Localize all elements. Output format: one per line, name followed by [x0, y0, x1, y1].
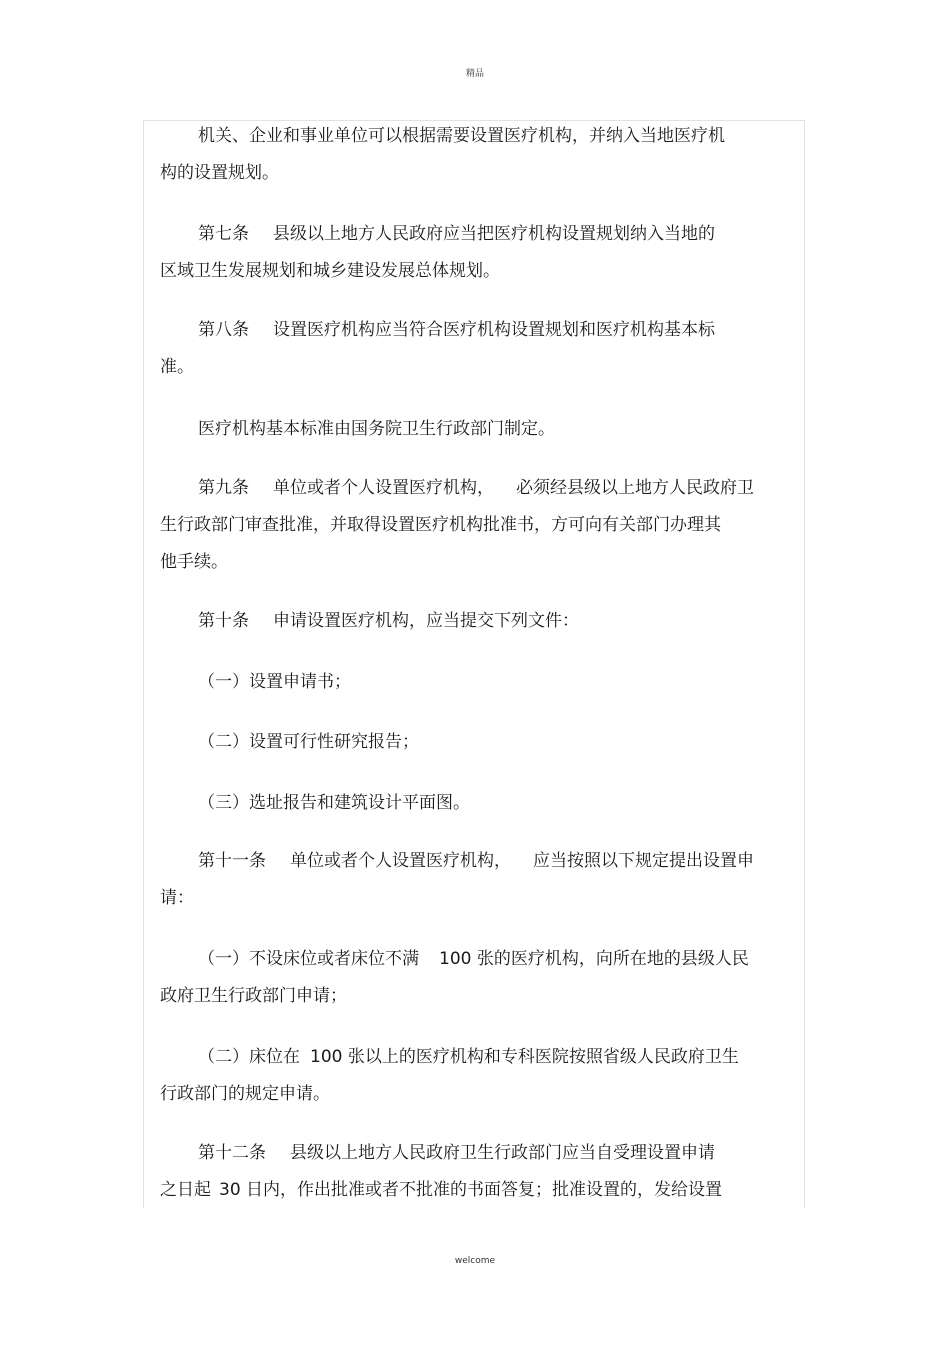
list-item [160, 785, 780, 822]
paragraph-article-12 [160, 1135, 780, 1209]
text-line: 他手续。 [160, 552, 228, 572]
paragraph-article-7 [160, 216, 780, 290]
article-number: 第十二条 [198, 1143, 266, 1163]
text-line: 政府卫生行政部门申请； [160, 986, 347, 1006]
list-item [160, 941, 780, 1015]
article-number: 第七条 [198, 224, 249, 244]
text-line: 100 张以上的医疗机构和专科医院按照省级人民政府卫生 [310, 1047, 739, 1067]
paragraph [160, 411, 780, 448]
text-line: （二）设置可行性研究报告； [198, 732, 419, 752]
page-header: 精品 [465, 69, 484, 79]
article-number: 第九条 [198, 478, 249, 498]
text-line: 之日起 [160, 1180, 211, 1200]
text-line: 医疗机构基本标准由国务院卫生行政部门制定。 [198, 419, 555, 439]
text-line: 设置医疗机构应当符合医疗机构设置规划和医疗机构基本标 [273, 320, 715, 340]
text-line: 县级以上地方人民政府卫生行政部门应当自受理设置申请 [290, 1143, 715, 1163]
list-item [160, 664, 780, 701]
text-line: 生行政部门审查批准，并取得设置医疗机构批准书，方可向有关部门办理其 [160, 515, 721, 535]
page-footer: welcome [454, 1256, 496, 1266]
text-line: 必须经县级以上地方人民政府卫 [516, 478, 754, 498]
paragraph-article-10 [160, 603, 780, 640]
list-item [160, 724, 780, 761]
paragraph-article-11 [160, 843, 780, 917]
article-number: 第十一条 [198, 851, 266, 871]
text-line: 行政部门的规定申请。 [160, 1084, 330, 1104]
text-line: 单位或者个人设置医疗机构， [290, 851, 511, 871]
list-item [160, 1039, 780, 1113]
text-line: （三）选址报告和建筑设计平面图。 [198, 793, 470, 813]
text-line: 区域卫生发展规划和城乡建设发展总体规划。 [160, 261, 500, 281]
text-line: （一）不设床位或者床位不满 [198, 949, 419, 969]
article-number: 第十条 [198, 611, 249, 631]
text-line: （二）床位在 [198, 1047, 300, 1067]
text-line: 准。 [160, 357, 194, 377]
paragraph [160, 118, 780, 192]
text-line: 30 日内，作出批准或者不批准的书面答复；批准设置的，发给设置 [219, 1180, 723, 1200]
text-line: 县级以上地方人民政府应当把医疗机构设置规划纳入当地的 [273, 224, 715, 244]
text-line: 单位或者个人设置医疗机构， [273, 478, 494, 498]
text-line: 100 张的医疗机构，向所在地的县级人民 [439, 949, 749, 969]
text-line: 申请设置医疗机构，应当提交下列文件： [273, 611, 579, 631]
article-number: 第八条 [198, 320, 249, 340]
paragraph-article-8 [160, 312, 780, 386]
text-line: 请： [160, 888, 194, 908]
text-line: 应当按照以下规定提出设置申 [533, 851, 754, 871]
paragraph-article-9 [160, 470, 780, 581]
text-line: 机关、企业和事业单位可以根据需要设置医疗机构，并纳入当地医疗机 [198, 126, 725, 146]
text-line: 构的设置规划。 [160, 163, 279, 183]
text-line: （一）设置申请书； [198, 672, 351, 692]
